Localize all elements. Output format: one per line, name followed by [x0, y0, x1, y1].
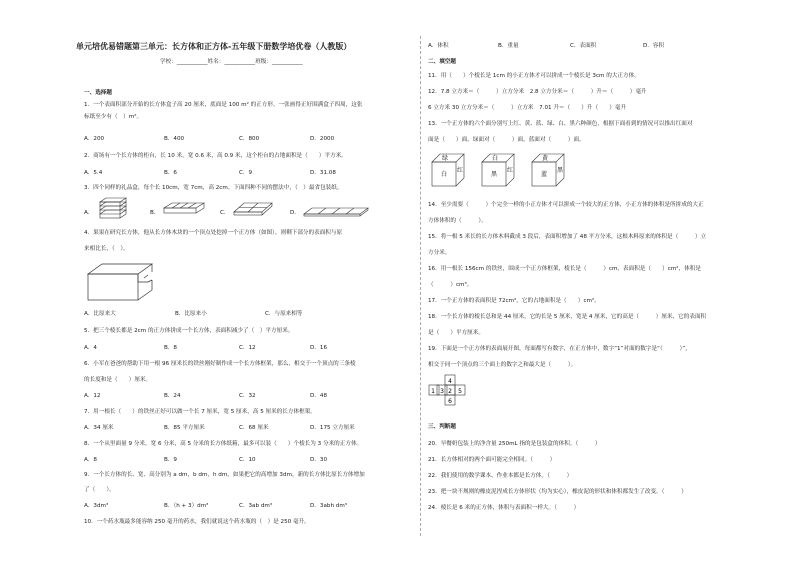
net-face-top: 4	[448, 378, 452, 385]
q6-opt-c: C．32	[239, 393, 256, 399]
page-title: 单元培优易错题第三单元：长方体和正方体-五年级下册数学培优卷（人教版）	[76, 42, 352, 51]
q9-opt-a: A．3dm³	[84, 503, 109, 509]
section-choice: 一、选择题	[84, 90, 112, 96]
q10-opt-b: B．重量	[498, 43, 519, 49]
q13-cube-3	[530, 152, 566, 188]
q1-cont: 标纸至少有（ ）m²。	[84, 114, 143, 120]
q3-figure-d	[302, 204, 372, 218]
q2-opt-d: D．31.08	[310, 170, 336, 176]
q6: 6．小军在爸爸的帮助下用一根 96 厘米长的铁丝刚好制作成一个长方体框架，那么，相交于一个顶点的三条棱	[84, 361, 356, 367]
q13-cube-3-side: 黑	[556, 167, 564, 174]
q8-opt-b: B．9	[164, 457, 177, 463]
q7: 7．用一根长（ ）的铁丝正好可以做一个长 7 厘米，宽 5 厘米，高 5 厘米的长方体框架。	[84, 409, 316, 415]
q3-figure-c	[232, 200, 277, 218]
q5-opt-b: B．8	[164, 345, 177, 351]
net-face-2: 3	[440, 388, 444, 395]
q15: 15．将一根 5 米长的长方体木料截成 3 段后，表面积增加了 48 平方分米，这根木料原来的体积是（ ）立	[428, 234, 707, 240]
q1-opt-a: A．200	[84, 136, 105, 142]
q10-opt-c: C．表面积	[570, 43, 597, 49]
q19-cont: 相交于同一个顶点的三个面上的数字之和最大是（ ）。	[428, 362, 577, 368]
q5-opt-c: C．12	[239, 345, 256, 351]
q7-opt-c: C．68 厘米	[239, 425, 269, 431]
q9-opt-d: D．3abh dm³	[310, 503, 348, 509]
q13-cube-2	[480, 152, 516, 188]
student-info: 学校：___________姓名：___________班级：___________	[160, 59, 303, 65]
q13-cube-1-top: 绿	[441, 155, 449, 162]
q3-opt-c: C．	[220, 210, 230, 216]
q13-cube-2-side: 红	[506, 167, 514, 174]
q5-opt-a: A．4	[84, 345, 97, 351]
q3-opt-a: A．	[84, 210, 94, 216]
q13-cube-3-front: 蓝	[540, 171, 548, 178]
q7-opt-d: D．175 立方厘米	[310, 425, 355, 431]
q6-opt-d: D．48	[310, 393, 328, 399]
q9-opt-b: B．（h + 3）dm³	[164, 503, 209, 509]
q15-cont: 方分米。	[428, 250, 451, 256]
q3-opt-d: D．	[290, 210, 300, 216]
q23: 23．把一块不规则的橡皮泥捏成长方体形状（均为实心），橡皮泥的形状和体积都发生了改变。（ ）	[428, 489, 687, 495]
q3-opt-b: B．	[150, 210, 160, 216]
q13-cube-2-front: 黑	[490, 171, 498, 178]
q8-opt-d: D．30	[310, 457, 328, 463]
q7-opt-a: A．34 厘米	[84, 425, 114, 431]
q17: 17．一个正方体的表面积是 72cm²，它的占地面积是（ ）cm²。	[428, 298, 600, 304]
q9-opt-c: C．3ab dm³	[239, 503, 273, 509]
q14-cont: 方体体积的（ ）。	[428, 218, 487, 224]
q21: 21．长方体相对的两个面可能完全相同。（ ）	[428, 457, 556, 463]
q2-opt-a: A．5.4	[84, 170, 103, 176]
q18: 18．一个长方体的棱长总和是 44 厘米，它的长是 5 厘米，宽是 4 厘米，它的高是（ ）厘米，它的表面积	[428, 314, 707, 320]
q8: 8．一个从里面量 9 分米，宽 6 分米，高 5 分米的长方体纸箱，最多可以装（ ）个棱长为 3 分米的正方体。	[84, 441, 363, 447]
q4-opt-b: B．比原来小	[175, 311, 207, 317]
net-face-3: 2	[448, 388, 452, 395]
q1-opt-c: C．800	[239, 136, 260, 142]
q13: 13．一个正方体的六个面分别写上红、黄、蓝、绿、白、黑六种颜色，根据下面看到的情况可以推出红面对	[428, 121, 693, 127]
net-face-bottom: 6	[448, 398, 452, 405]
q11: 11．用（ ）个棱长是 1cm 的小正方体才可以拼成一个棱长是 3cm 的大正方体。	[428, 73, 640, 79]
q16-cont: （ ）cm³。	[428, 282, 473, 288]
q10-opt-d: D．容积	[643, 43, 665, 49]
q3-figure-b	[162, 202, 207, 218]
net-face-4: 5	[458, 388, 462, 395]
q2-opt-c: C．9	[239, 170, 253, 176]
q13-cube-3-top: 黄	[541, 155, 549, 162]
q6-cont: 的长度和是（ ）厘米。	[84, 377, 152, 383]
q9: 9．一个长方体的长、宽、高分别为 a dm，b dm，h dm，如果把它的高增加 3dm，新的长方体比原长方体增加	[84, 472, 365, 478]
q4-figure	[86, 262, 162, 302]
q13-cube-1-front: 白	[440, 171, 448, 178]
q5: 5．把三个棱长都是 2cm 的正方体拼成一个长方体，表面积减少了（ ）平方厘米。	[84, 328, 294, 334]
q20: 20．早餐奶包装上的净含量 250mL 指的是包装盒的体积。（ ）	[428, 441, 601, 447]
q12-line2: 6 立方米 30 立方分米＝（ ）立方米 7.01 升＝（ ）升（ ）毫升	[428, 105, 627, 111]
q6-opt-a: A．12	[84, 393, 101, 399]
q1-opt-b: B．400	[164, 136, 185, 142]
q13-cube-1-side: 红	[456, 167, 464, 174]
q16: 16．用一根长 156cm 的铁丝，围成一个正方体框架，棱长是（ ）cm，表面积是（ ）cm²，体积是	[428, 266, 701, 272]
q2: 2．商场有一个长方体的柜台，长 10 米，宽 0.6 米，高 0.9 米，这个柜台的占地面积是（ ）平方米。	[84, 153, 347, 159]
q10-opt-a: A．体积	[428, 43, 449, 49]
q22: 22．我们使用的数学课本、作业本都是长方体。（ ）	[428, 473, 573, 479]
column-divider	[420, 36, 421, 536]
q18-cont: 是（ ）平方厘米。	[428, 330, 484, 336]
q9-cont: 了（ ）。	[84, 487, 115, 493]
q19: 19．下面是一个正方体的表面展开图，每面都写有数字，在正方体中，数字“1”对面的数字是“（ ）”，	[428, 346, 691, 352]
q2-opt-b: B．6	[164, 170, 177, 176]
q24: 24．棱长是 6 米的正方体，体积与表面积一样大。（ ）	[428, 505, 580, 511]
q3-figure-a	[98, 196, 128, 220]
q12-line1: 12．7.8 立方米＝（ ）立方分米 2.8 立方分米＝（ ）升＝（ ）毫升	[428, 89, 647, 95]
q1-opt-d: D．2000	[310, 136, 335, 142]
q10: 10．一个药水瓶最多能容纳 250 毫升的药水，我们就说这个药水瓶的（ ）是 250 毫升。	[84, 519, 310, 525]
q8-opt-a: A．8	[84, 457, 97, 463]
q6-opt-b: B．24	[164, 393, 181, 399]
q5-opt-d: D．16	[310, 345, 328, 351]
q4-cont: 来相比长，（ ）。	[84, 246, 129, 252]
net-face-1: 1	[431, 388, 435, 395]
q13-cont: 面是（ ）面，绿面对（ ）面，蓝面对（ ）面。	[428, 137, 585, 143]
section-judge: 三、判断题	[428, 424, 456, 430]
q7-opt-b: B．85 平方厘米	[164, 425, 205, 431]
q1: 1．一个表面积部分开始的长方体盒子高 20 厘米，底面是 100 m² 的正方形，一张画得正好围满盒子四周，这张	[84, 102, 363, 108]
q3: 3．四个同样的礼品盒，每个长 10cm，宽 7cm，高 2cm。下面四种不同的摆法中，（ ）最省包装纸。	[84, 185, 343, 191]
q4: 4．果果在研究长方体，他从长方体木块的一个顶点处挖掉一个正方体（如图），则剩下部分的表面积与原	[84, 230, 343, 236]
q8-opt-c: C．10	[239, 457, 256, 463]
q19-cube-net	[428, 374, 468, 418]
q14: 14．至少需要（ ）个完全一样的小正方体才可以拼成一个较大的正方体，小正方体的体积是所拼成的大正	[428, 202, 704, 208]
section-fill: 二、填空题	[428, 59, 456, 65]
q4-opt-c: C．与原来相等	[265, 311, 303, 317]
q13-cube-1	[430, 152, 466, 188]
q13-cube-2-top: 白	[491, 155, 499, 162]
q4-opt-a: A．比原来大	[84, 311, 116, 317]
